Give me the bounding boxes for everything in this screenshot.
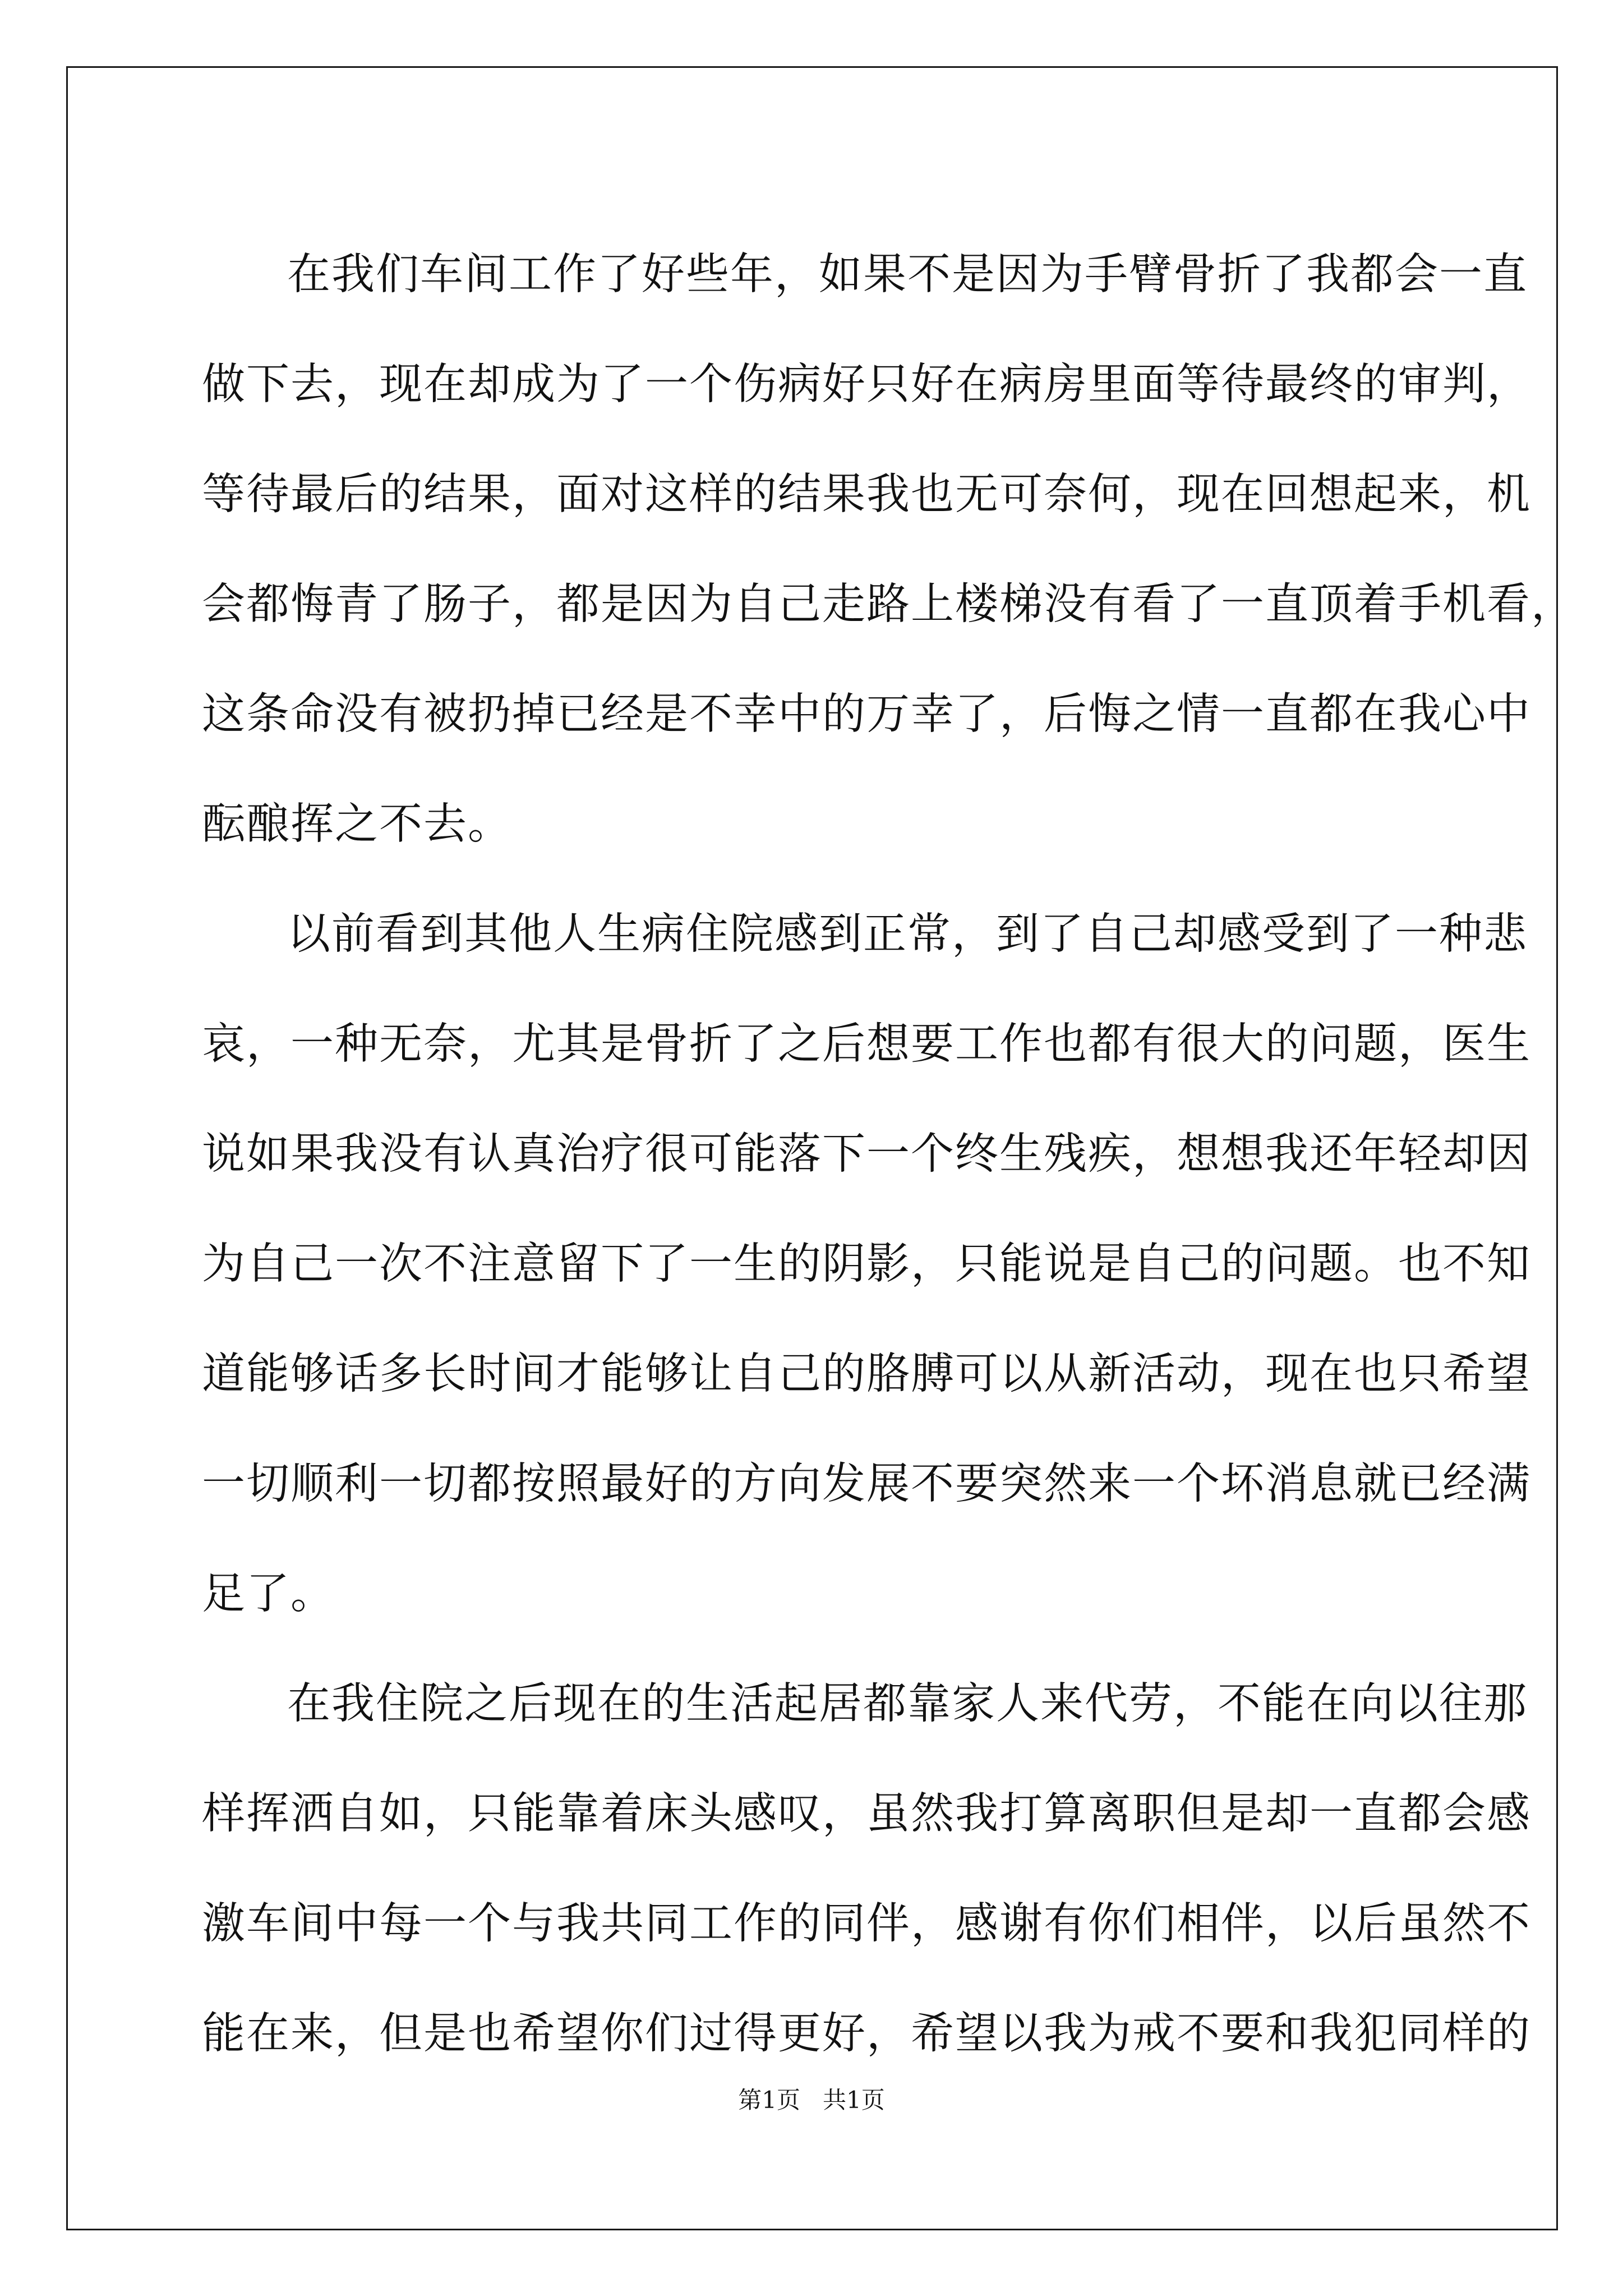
- text-line: 会都悔青了肠子，都是因为自己走路上楼梯没有看了一直顶着手机看，: [202, 579, 1575, 629]
- text-line: 以前看到其他人生病住院感到正常，到了自己却感受到了一种悲: [287, 909, 1528, 959]
- text-line: 做下去，现在却成为了一个伤病好只好在病房里面等待最终的审判，: [202, 360, 1531, 409]
- text-line: 激车间中每一个与我共同工作的同伴，感谢有你们相伴，以后虽然不: [202, 1899, 1531, 1949]
- text-line: 等待最后的结果，面对这样的结果我也无可奈何，现在回想起来，机: [202, 470, 1531, 519]
- text-line: 一切顺利一切都按照最好的方向发展不要突然来一个坏消息就已经满: [202, 1459, 1531, 1509]
- document-body: [202, 220, 1575, 2089]
- text-line: 这条命没有被扔掉已经是不幸中的万幸了，后悔之情一直都在我心中: [202, 689, 1531, 739]
- page-number-footer: 第1页 共1页: [738, 2086, 885, 2114]
- text-line: 样挥洒自如，只能靠着床头感叹，虽然我打算离职但是却一直都会感: [202, 1789, 1531, 1839]
- text-line: 说如果我没有认真治疗很可能落下一个终生残疾，想想我还年轻却因: [202, 1129, 1531, 1179]
- text-line: 道能够话多长时间才能够让自己的胳膊可以从新活动，现在也只希望: [202, 1349, 1531, 1399]
- text-line: 酝酿挥之不去。: [202, 799, 512, 849]
- text-line: 能在来，但是也希望你们过得更好，希望以我为戒不要和我犯同样的: [202, 2009, 1531, 2059]
- text-line: 为自己一次不注意留下了一生的阴影，只能说是自己的问题。也不知: [202, 1239, 1531, 1289]
- text-line: 足了。: [202, 1569, 335, 1619]
- text-line: 哀，一种无奈，尤其是骨折了之后想要工作也都有很大的问题，医生: [202, 1019, 1531, 1069]
- text-line: 在我住院之后现在的生活起居都靠家人来代劳，不能在向以往那: [287, 1679, 1528, 1729]
- text-line: 在我们车间工作了好些年，如果不是因为手臂骨折了我都会一直: [287, 250, 1528, 300]
